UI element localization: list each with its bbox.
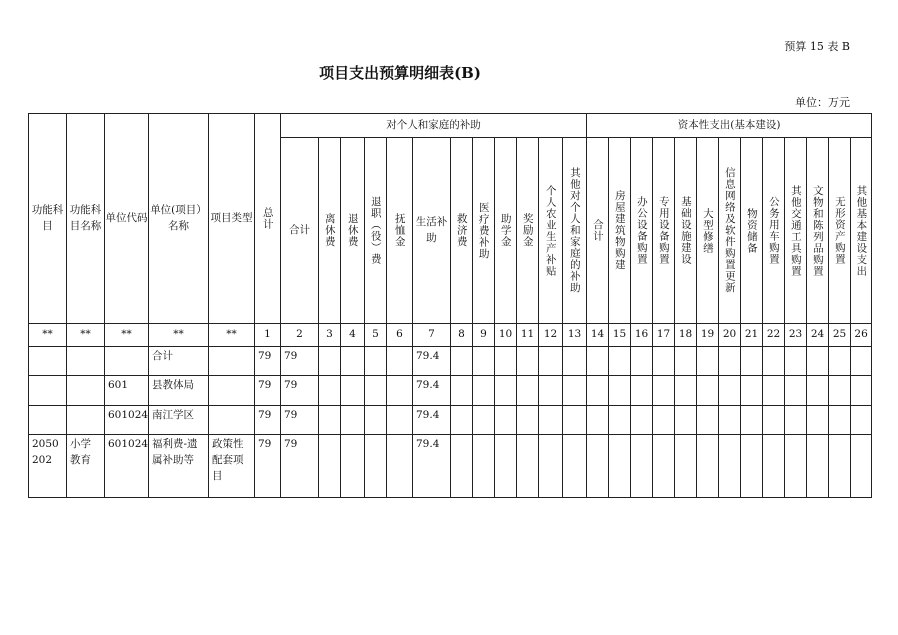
cell-func xyxy=(29,347,67,376)
header-capital-col: 其他交通工具购置 xyxy=(785,138,807,324)
cell-type: 政策性配套项目 xyxy=(209,435,255,498)
column-number: 21 xyxy=(741,324,763,347)
cell-name: 合计 xyxy=(149,347,209,376)
column-number: ** xyxy=(67,324,105,347)
table-row xyxy=(29,406,872,435)
cell-func-name xyxy=(67,376,105,406)
column-number: 24 xyxy=(807,324,829,347)
column-number: 23 xyxy=(785,324,807,347)
header-personal-col: 退休费 xyxy=(341,138,365,324)
header-personal-col: 救济费 xyxy=(451,138,473,324)
cell-name: 县教体局 xyxy=(149,376,209,406)
header-personal-col: 抚恤金 xyxy=(387,138,413,324)
header-capital-sum: 合计 xyxy=(587,138,609,324)
cell-total: 79 xyxy=(255,435,281,498)
cell-func xyxy=(29,376,67,406)
cell-func-name: 小学教育 xyxy=(67,435,105,498)
header-unit-code: 单位代码 xyxy=(105,114,149,324)
header-personal-col: 奖励金 xyxy=(517,138,539,324)
column-number: 17 xyxy=(653,324,675,347)
column-number: 26 xyxy=(851,324,872,347)
column-number: ** xyxy=(29,324,67,347)
table-row xyxy=(29,435,872,498)
cell-personal-sum: 79 xyxy=(281,435,319,498)
header-capital-col: 文物和陈列品购置 xyxy=(807,138,829,324)
cell-type xyxy=(209,406,255,435)
cell-personal-sum: 79 xyxy=(281,376,319,406)
header-capital-col: 物资储备 xyxy=(741,138,763,324)
column-number: 22 xyxy=(763,324,785,347)
page-title: 项目支出预算明细表(B) xyxy=(319,64,481,82)
column-number: 7 xyxy=(413,324,451,347)
header-capital-col: 基础设施建设 xyxy=(675,138,697,324)
column-number: 25 xyxy=(829,324,851,347)
cell-code: 601024 xyxy=(105,435,149,498)
unit-label: 单位：万元 xyxy=(795,96,850,109)
column-number: 2 xyxy=(281,324,319,347)
cell-type xyxy=(209,347,255,376)
cell-name: 福利费-遗属补助等 xyxy=(149,435,209,498)
column-number: 16 xyxy=(631,324,653,347)
cell-func-name xyxy=(67,406,105,435)
cell-func xyxy=(29,406,67,435)
cell-total: 79 xyxy=(255,406,281,435)
header-personal-col: 个人农业生产补贴 xyxy=(539,138,563,324)
cell-living-subsidy: 79.4 xyxy=(413,435,451,498)
column-number: 11 xyxy=(517,324,539,347)
column-number: 5 xyxy=(365,324,387,347)
cell-living-subsidy: 79.4 xyxy=(413,347,451,376)
header-capital-col: 专用设备购置 xyxy=(653,138,675,324)
header-unit-name: 单位(项目）名称 xyxy=(149,114,209,324)
cell-name: 南江学区 xyxy=(149,406,209,435)
column-number: 10 xyxy=(495,324,517,347)
cell-type xyxy=(209,376,255,406)
column-number: 3 xyxy=(319,324,341,347)
column-number: 14 xyxy=(587,324,609,347)
cell-func: 2050202 xyxy=(29,435,67,498)
table-row xyxy=(29,376,872,406)
header-personal-col: 助学金 xyxy=(495,138,517,324)
column-number: 4 xyxy=(341,324,365,347)
cell-total: 79 xyxy=(255,376,281,406)
column-number: ** xyxy=(105,324,149,347)
cell-code xyxy=(105,347,149,376)
budget-table xyxy=(28,113,872,498)
form-code: 预算 15 表 B xyxy=(784,40,850,53)
header-func-subject: 功能科目 xyxy=(29,114,67,324)
cell-living-subsidy: 79.4 xyxy=(413,376,451,406)
header-capital-col: 信息网络及软件购置更新 xyxy=(719,138,741,324)
header-personal-col: 其他对个人和家庭的补助 xyxy=(563,138,587,324)
header-group-personal: 对个人和家庭的补助 xyxy=(281,114,587,138)
table-row xyxy=(29,347,872,376)
header-capital-col: 大型修缮 xyxy=(697,138,719,324)
column-number: 12 xyxy=(539,324,563,347)
cell-code: 601 xyxy=(105,376,149,406)
column-number: ** xyxy=(149,324,209,347)
column-number-row xyxy=(29,324,872,347)
header-personal-col: 医疗费补助 xyxy=(473,138,495,324)
column-number: 19 xyxy=(697,324,719,347)
header-personal-col: 生活补助 xyxy=(413,138,451,324)
column-number: 1 xyxy=(255,324,281,347)
header-total: 总计 xyxy=(255,114,281,324)
column-number: 8 xyxy=(451,324,473,347)
header-capital-col: 办公设备购置 xyxy=(631,138,653,324)
column-number: 6 xyxy=(387,324,413,347)
header-capital-col: 公务用车购置 xyxy=(763,138,785,324)
header-capital-col: 房屋建筑物购建 xyxy=(609,138,631,324)
header-capital-col: 其他基本建设支出 xyxy=(851,138,872,324)
cell-code: 601024 xyxy=(105,406,149,435)
header-func-subject-name: 功能科目名称 xyxy=(67,114,105,324)
header-group-capital: 资本性支出(基本建设) xyxy=(587,114,872,138)
column-number: 20 xyxy=(719,324,741,347)
cell-func-name xyxy=(67,347,105,376)
column-number: ** xyxy=(209,324,255,347)
header-personal-col: 离休费 xyxy=(319,138,341,324)
column-number: 15 xyxy=(609,324,631,347)
cell-total: 79 xyxy=(255,347,281,376)
cell-personal-sum: 79 xyxy=(281,406,319,435)
column-number: 9 xyxy=(473,324,495,347)
column-number: 18 xyxy=(675,324,697,347)
header-project-type: 项目类型 xyxy=(209,114,255,324)
header-capital-col: 无形资产购置 xyxy=(829,138,851,324)
column-number: 13 xyxy=(563,324,587,347)
cell-living-subsidy: 79.4 xyxy=(413,406,451,435)
header-personal-col: 退职（役）费 xyxy=(365,138,387,324)
header-personal-sum: 合计 xyxy=(281,138,319,324)
cell-personal-sum: 79 xyxy=(281,347,319,376)
